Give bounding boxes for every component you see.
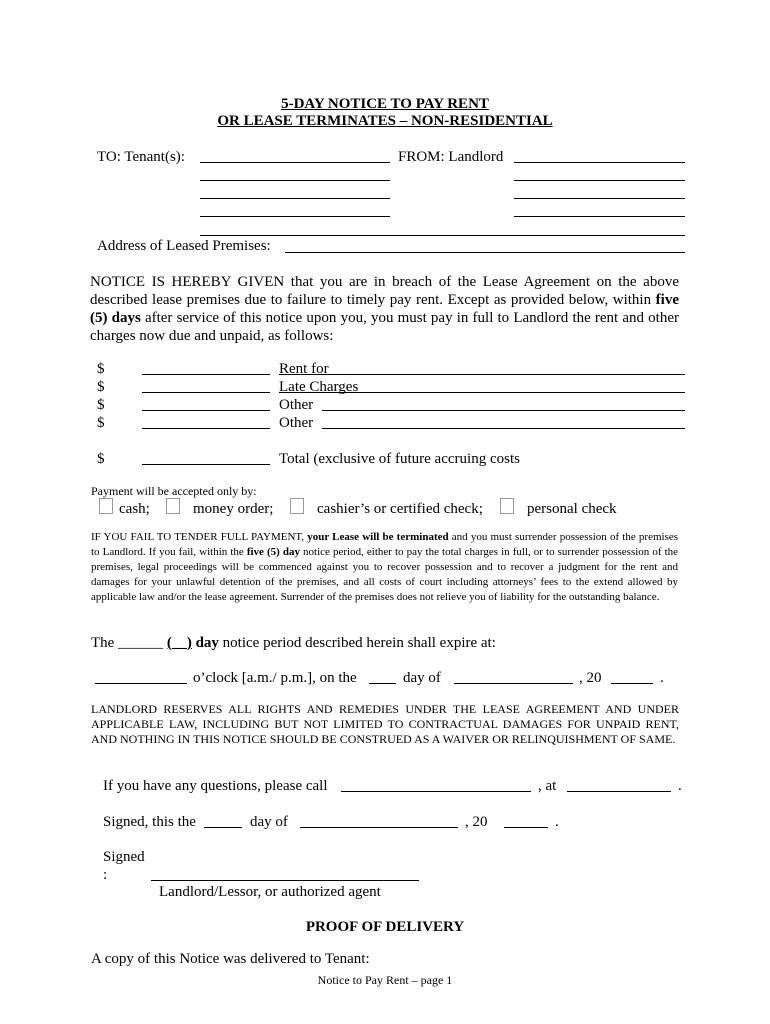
signed-day-of-label: day of bbox=[250, 814, 288, 830]
delivery-copy-text: A copy of this Notice was delivered to Tenant: bbox=[91, 951, 370, 967]
tenant-name-field-1[interactable] bbox=[200, 162, 390, 163]
contact-name-field[interactable] bbox=[341, 791, 531, 792]
expire-year-prefix: , 20 bbox=[579, 670, 602, 686]
signed-date-label: Signed, this the bbox=[103, 814, 196, 830]
late-charges-amount-field[interactable] bbox=[142, 392, 270, 393]
expire-hour-field[interactable] bbox=[95, 683, 187, 684]
page-footer: Notice to Pay Rent – page 1 bbox=[317, 973, 453, 987]
signed-colon: : bbox=[103, 867, 108, 883]
currency-symbol: $ bbox=[97, 415, 105, 431]
late-charges-field[interactable] bbox=[279, 392, 685, 393]
currency-symbol: $ bbox=[97, 379, 105, 395]
currency-symbol: $ bbox=[97, 361, 105, 377]
landlord-name-field-4[interactable] bbox=[514, 216, 685, 217]
address-label: Address of Leased Premises: bbox=[97, 238, 271, 254]
signed-year-field[interactable] bbox=[504, 827, 548, 828]
money-order-checkbox[interactable] bbox=[166, 498, 180, 514]
signed-period: . bbox=[555, 814, 559, 830]
other-description-field-2[interactable] bbox=[322, 428, 685, 429]
title-line-2: OR LEASE TERMINATES – NON-RESIDENTIAL bbox=[217, 113, 553, 129]
notice-paragraph: NOTICE IS HEREBY GIVEN that you are in breach of the Lease Agreement on the above described lease premises due to failure to timely pay rent. Except as provided below, within five (5) days after service of this notice upon you, you must pay in full to Landlord the rent and other charges now due and unpaid, as follows: bbox=[90, 274, 679, 344]
landlord-name-field-2[interactable] bbox=[514, 180, 685, 181]
other-description-field-1[interactable] bbox=[322, 410, 685, 411]
cash-checkbox[interactable] bbox=[99, 498, 113, 514]
title-line-1: 5-DAY NOTICE TO PAY RENT bbox=[281, 96, 489, 112]
signed-month-field[interactable] bbox=[300, 827, 458, 828]
contact-at-label: , at bbox=[538, 778, 557, 794]
signed-label: Signed bbox=[103, 849, 145, 865]
currency-symbol: $ bbox=[97, 397, 105, 413]
contact-phone-field[interactable] bbox=[567, 791, 671, 792]
money-order-option-label: money order; bbox=[193, 501, 274, 517]
oclock-label: o’clock [a.m./ p.m.], on the bbox=[193, 670, 357, 686]
landlord-name-field-3[interactable] bbox=[514, 198, 685, 199]
payment-methods-label: Payment will be accepted only by: bbox=[91, 484, 257, 498]
cashiers-check-option-label: cashier’s or certified check; bbox=[317, 501, 483, 517]
other-label: Other bbox=[279, 415, 314, 431]
other-label: Other bbox=[279, 397, 314, 413]
signed-year-prefix: , 20 bbox=[465, 814, 488, 830]
personal-check-checkbox[interactable] bbox=[500, 498, 514, 514]
expiration-statement: The ______ (__) day notice period described herein shall expire at: bbox=[91, 635, 496, 651]
proof-of-delivery-title: PROOF OF DELIVERY bbox=[305, 919, 465, 935]
reserves-rights-paragraph: LANDLORD RESERVES ALL RIGHTS AND REMEDIES UNDER THE LEASE AGREEMENT AND UNDER APPLICABLE LAW, INCLUDING BUT NOT LIMITED TO CONTRACTUAL DAMAGES FOR UNPAID RENT, AND NOTHING IN THIS NOTICE SHOULD BE CONSTRUED AS A WAIVER OR RELINQUISHMENT OF SAME. bbox=[91, 702, 679, 746]
tenant-name-field-2[interactable] bbox=[200, 180, 390, 181]
address-field-2[interactable] bbox=[285, 252, 685, 253]
questions-period: . bbox=[678, 778, 682, 794]
cash-option-label: cash; bbox=[119, 501, 150, 517]
landlord-signature-field[interactable] bbox=[151, 880, 419, 881]
expire-year-field[interactable] bbox=[611, 683, 653, 684]
questions-label: If you have any questions, please call bbox=[103, 778, 328, 794]
rent-for-field[interactable] bbox=[279, 374, 685, 375]
to-tenant-label: TO: Tenant(s): bbox=[97, 149, 185, 165]
signed-day-field[interactable] bbox=[204, 827, 242, 828]
expire-month-field[interactable] bbox=[454, 683, 573, 684]
total-label: Total (exclusive of future accruing costs bbox=[279, 451, 520, 467]
other-amount-field-2[interactable] bbox=[142, 428, 270, 429]
expire-day-of-label: day of bbox=[403, 670, 441, 686]
landlord-name-field-1[interactable] bbox=[514, 162, 685, 163]
rent-for-label: Rent for bbox=[279, 361, 329, 377]
from-landlord-label: FROM: Landlord bbox=[398, 149, 504, 165]
late-charges-label: Late Charges bbox=[279, 379, 359, 395]
tenant-name-field-4[interactable] bbox=[200, 216, 390, 217]
currency-symbol: $ bbox=[97, 451, 105, 467]
total-amount-field[interactable] bbox=[142, 464, 270, 465]
cashiers-check-checkbox[interactable] bbox=[290, 498, 304, 514]
failure-consequences-paragraph: IF YOU FAIL TO TENDER FULL PAYMENT, your Lease will be terminated and you must surrender possession of the premises to Landlord. If you fail, within the five (5) day notice period, either to pay the total charges in full, or to surrender possession of the premises, legal proceedings will be commenced against you to recover possession and to recover a judgment for the rent and damages for your unlawful detention of the premises, and all costs of court including attorneys’ fees to the extend allowed by applicable law and/or the lease agreement. Surrender of the premises does not relieve you of liability for the outstanding balance. bbox=[91, 531, 679, 603]
other-amount-field-1[interactable] bbox=[142, 410, 270, 411]
address-field-1[interactable] bbox=[200, 235, 685, 236]
rent-amount-field[interactable] bbox=[142, 374, 270, 375]
personal-check-option-label: personal check bbox=[527, 501, 617, 517]
tenant-name-field-3[interactable] bbox=[200, 198, 390, 199]
expire-day-field[interactable] bbox=[369, 683, 396, 684]
signature-caption: Landlord/Lessor, or authorized agent bbox=[159, 884, 381, 900]
expire-period: . bbox=[660, 670, 664, 686]
